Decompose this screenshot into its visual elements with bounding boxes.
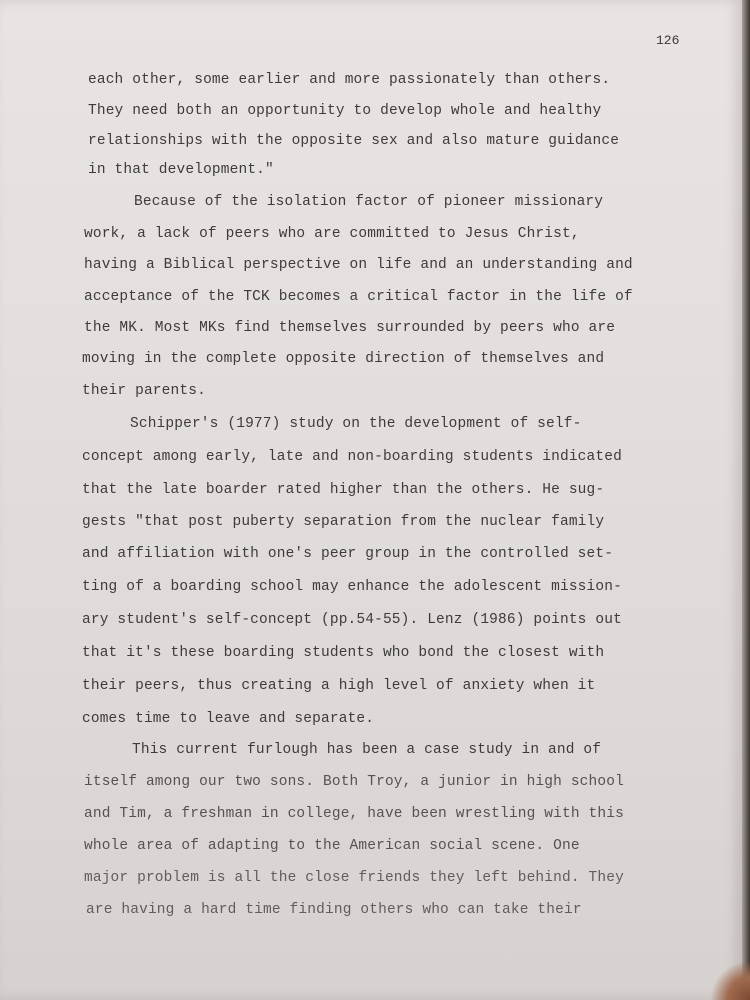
text-line: gests "that post puberty separation from the nuclear family: [82, 514, 605, 530]
text-line: itself among our two sons. Both Troy, a junior in high school: [84, 774, 624, 790]
text-line: comes time to leave and separate.: [82, 711, 375, 727]
text-line: their parents.: [82, 383, 206, 399]
text-line: each other, some earlier and more passionately than others.: [88, 72, 611, 88]
text-line: Schipper's (1977) study on the development of self-: [130, 416, 582, 432]
corner-shadow: [710, 960, 750, 1000]
text-line: and Tim, a freshman in college, have been wrestling with this: [84, 806, 624, 822]
text-line: having a Biblical perspective on life and an understanding and: [84, 257, 633, 273]
text-line: the MK. Most MKs find themselves surrounded by peers who are: [84, 320, 616, 336]
text-line: acceptance of the TCK becomes a critical factor in the life of: [84, 289, 633, 305]
text-line: whole area of adapting to the American social scene. One: [84, 838, 580, 854]
text-line: their peers, thus creating a high level of anxiety when it: [82, 678, 596, 694]
text-line: major problem is all the close friends they left behind. They: [84, 870, 624, 886]
text-line: that it's these boarding students who bond the closest with: [82, 645, 605, 661]
text-line: and affiliation with one's peer group in the controlled set-: [82, 546, 614, 562]
text-line: are having a hard time finding others who can take their: [86, 902, 582, 918]
text-line: Because of the isolation factor of pioneer missionary: [134, 194, 604, 210]
text-line: moving in the complete opposite direction of themselves and: [82, 351, 605, 367]
text-line: ting of a boarding school may enhance the adolescent mission-: [82, 579, 622, 595]
text-line: relationships with the opposite sex and also mature guidance: [88, 133, 620, 149]
text-line: They need both an opportunity to develop whole and healthy: [88, 103, 602, 119]
text-line: in that development.": [88, 162, 274, 178]
page-edge-shadow: [742, 0, 750, 1000]
text-line: that the late boarder rated higher than the others. He sug-: [82, 482, 605, 498]
page-number: 126: [656, 33, 680, 48]
text-line: work, a lack of peers who are committed to Jesus Christ,: [84, 226, 580, 242]
text-line: concept among early, late and non-boarding students indicated: [82, 449, 622, 465]
text-line: ary student's self-concept (pp.54-55). Lenz (1986) points out: [82, 612, 622, 628]
text-line: This current furlough has been a case study in and of: [132, 742, 602, 758]
